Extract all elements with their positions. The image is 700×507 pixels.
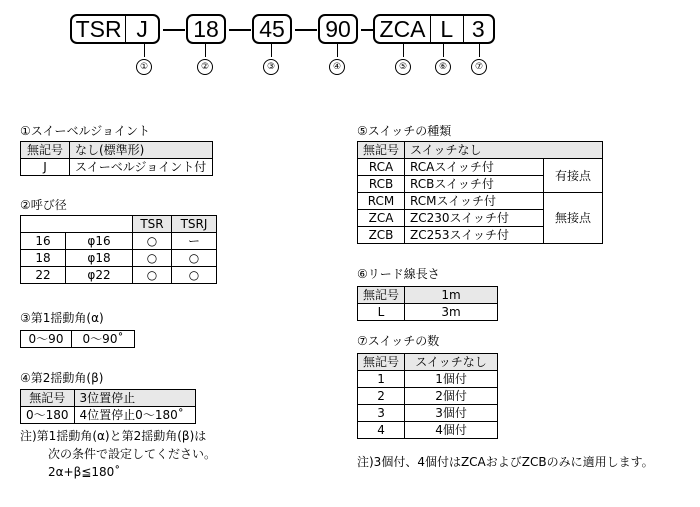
table-header-row bbox=[21, 216, 217, 233]
table-cell: RCM bbox=[358, 193, 405, 210]
table-cell: 22 bbox=[21, 267, 66, 284]
table-cell: 3 bbox=[358, 405, 405, 422]
code-segment-angle2: 90 bbox=[325, 16, 351, 42]
code-dash bbox=[229, 29, 251, 31]
section-5-title: ⑤スイッチの種類 bbox=[357, 124, 452, 138]
table-cell: 無記号 bbox=[358, 142, 405, 159]
table-cell: 0〜90˚ bbox=[72, 331, 135, 348]
code-box-angle2 bbox=[318, 14, 358, 44]
table-row bbox=[358, 405, 498, 422]
code-segment-switch-count: 3 bbox=[463, 16, 493, 42]
table-cell: φ16 bbox=[66, 233, 133, 250]
table-cell: ○ bbox=[172, 250, 217, 267]
table-cell: 1 bbox=[358, 371, 405, 388]
section-7-title: ⑦スイッチの数 bbox=[357, 334, 440, 348]
code-dash bbox=[361, 29, 373, 31]
table-cell: φ18 bbox=[66, 250, 133, 267]
table-header-row bbox=[21, 142, 213, 159]
table-cell: L bbox=[358, 304, 405, 321]
code-segment-lead: L bbox=[430, 16, 462, 42]
section-2-title: ②呼び径 bbox=[20, 198, 67, 212]
table-row bbox=[21, 407, 196, 424]
table-cell: スイッチなし bbox=[405, 354, 498, 371]
code-box-tsr-j bbox=[70, 14, 160, 44]
marker-2: ② bbox=[197, 59, 213, 75]
swivel-joint-table bbox=[20, 141, 213, 176]
marker-3: ③ bbox=[263, 59, 279, 75]
table-row bbox=[358, 371, 498, 388]
table-cell: ○ bbox=[133, 250, 172, 267]
table-cell: TSRJ bbox=[172, 216, 217, 233]
table-row bbox=[21, 250, 217, 267]
table-cell: 無接点 bbox=[544, 193, 603, 244]
table-cell: ZCA bbox=[358, 210, 405, 227]
leader-line bbox=[443, 44, 444, 57]
code-segment-switch-type: ZCA bbox=[379, 16, 426, 42]
table-cell: 3m bbox=[405, 304, 498, 321]
table-cell: 有接点 bbox=[544, 159, 603, 193]
table-cell: J bbox=[21, 159, 70, 176]
marker-7: ⑦ bbox=[471, 59, 487, 75]
table-cell: ○ bbox=[133, 267, 172, 284]
table-header-row bbox=[358, 142, 603, 159]
table-header-row bbox=[21, 390, 196, 407]
table-cell: RCMスイッチ付 bbox=[405, 193, 544, 210]
table-cell: なし(標準形) bbox=[70, 142, 213, 159]
table-cell: 無記号 bbox=[358, 287, 405, 304]
bore-size-table bbox=[20, 215, 217, 284]
table-cell: RCAスイッチ付 bbox=[405, 159, 544, 176]
table-header-row bbox=[358, 287, 498, 304]
table-cell: 無記号 bbox=[21, 142, 70, 159]
table-row bbox=[358, 159, 603, 176]
leader-line bbox=[144, 44, 145, 57]
table-cell: 18 bbox=[21, 250, 66, 267]
table-cell: 3個付 bbox=[405, 405, 498, 422]
table-cell: 0〜180 bbox=[21, 407, 75, 424]
table-cell: 4 bbox=[358, 422, 405, 439]
first-swing-angle-table bbox=[20, 330, 135, 348]
table-cell: 無記号 bbox=[358, 354, 405, 371]
code-box-bore bbox=[186, 14, 226, 44]
switch-count-note: 注)3個付、4個付はZCAおよびZCBのみに適用します。 bbox=[357, 455, 654, 469]
marker-6: ⑥ bbox=[435, 59, 451, 75]
angle-note: 次の条件で設定してください。 bbox=[48, 447, 217, 461]
switch-type-table bbox=[357, 141, 603, 244]
switch-count-table bbox=[357, 353, 498, 439]
table-cell: RCB bbox=[358, 176, 405, 193]
table-cell: φ22 bbox=[66, 267, 133, 284]
section-4-title: ④第2揺動角(β) bbox=[20, 371, 104, 385]
code-segment-series: TSR bbox=[75, 16, 122, 42]
marker-4: ④ bbox=[329, 59, 345, 75]
table-cell: 3位置停止 bbox=[74, 390, 195, 407]
leader-line bbox=[403, 44, 404, 57]
table-cell: TSR bbox=[133, 216, 172, 233]
lead-length-table bbox=[357, 286, 498, 321]
code-dash bbox=[295, 29, 317, 31]
table-cell: 1m bbox=[405, 287, 498, 304]
marker-5: ⑤ bbox=[395, 59, 411, 75]
table-cell: 16 bbox=[21, 233, 66, 250]
table-cell: 0〜90 bbox=[21, 331, 72, 348]
code-segment-swivel: J bbox=[125, 16, 158, 42]
table-row bbox=[358, 193, 603, 210]
table-row bbox=[21, 233, 217, 250]
leader-line bbox=[337, 44, 338, 57]
table-cell: 2 bbox=[358, 388, 405, 405]
code-segment-angle1: 45 bbox=[259, 16, 285, 42]
table-cell: ○ bbox=[133, 233, 172, 250]
section-1-title: ①スイーベルジョイント bbox=[20, 124, 150, 138]
table-header-row bbox=[358, 354, 498, 371]
table-cell: RCA bbox=[358, 159, 405, 176]
table-cell: ZC253スイッチ付 bbox=[405, 227, 544, 244]
table-row bbox=[21, 159, 213, 176]
table-cell: スイーベルジョイント付 bbox=[70, 159, 213, 176]
table-cell: ー bbox=[172, 233, 217, 250]
table-row bbox=[21, 331, 135, 348]
angle-note: 注)第1揺動角(α)と第2揺動角(β)は bbox=[20, 429, 207, 443]
table-cell: スイッチなし bbox=[405, 142, 603, 159]
table-cell: 1個付 bbox=[405, 371, 498, 388]
table-cell bbox=[21, 216, 133, 233]
table-cell: ZC230スイッチ付 bbox=[405, 210, 544, 227]
section-3-title: ③第1揺動角(α) bbox=[20, 311, 104, 325]
section-6-title: ⑥リード線長さ bbox=[357, 267, 440, 281]
table-row bbox=[358, 422, 498, 439]
table-cell: ○ bbox=[172, 267, 217, 284]
table-cell: RCBスイッチ付 bbox=[405, 176, 544, 193]
table-row bbox=[21, 267, 217, 284]
leader-line bbox=[205, 44, 206, 57]
table-cell: 無記号 bbox=[21, 390, 75, 407]
second-swing-angle-table bbox=[20, 389, 196, 424]
code-dash bbox=[163, 29, 185, 31]
table-cell: 4個付 bbox=[405, 422, 498, 439]
leader-line bbox=[271, 44, 272, 57]
table-cell: 2個付 bbox=[405, 388, 498, 405]
code-box-switch bbox=[373, 14, 495, 44]
code-segment-bore: 18 bbox=[193, 16, 219, 42]
leader-line bbox=[479, 44, 480, 57]
angle-note: 2α+β≦180˚ bbox=[48, 465, 121, 479]
table-row bbox=[358, 304, 498, 321]
table-cell: 4位置停止0〜180˚ bbox=[74, 407, 195, 424]
table-row bbox=[358, 388, 498, 405]
table-cell: ZCB bbox=[358, 227, 405, 244]
code-box-angle1 bbox=[252, 14, 292, 44]
marker-1: ① bbox=[136, 59, 152, 75]
